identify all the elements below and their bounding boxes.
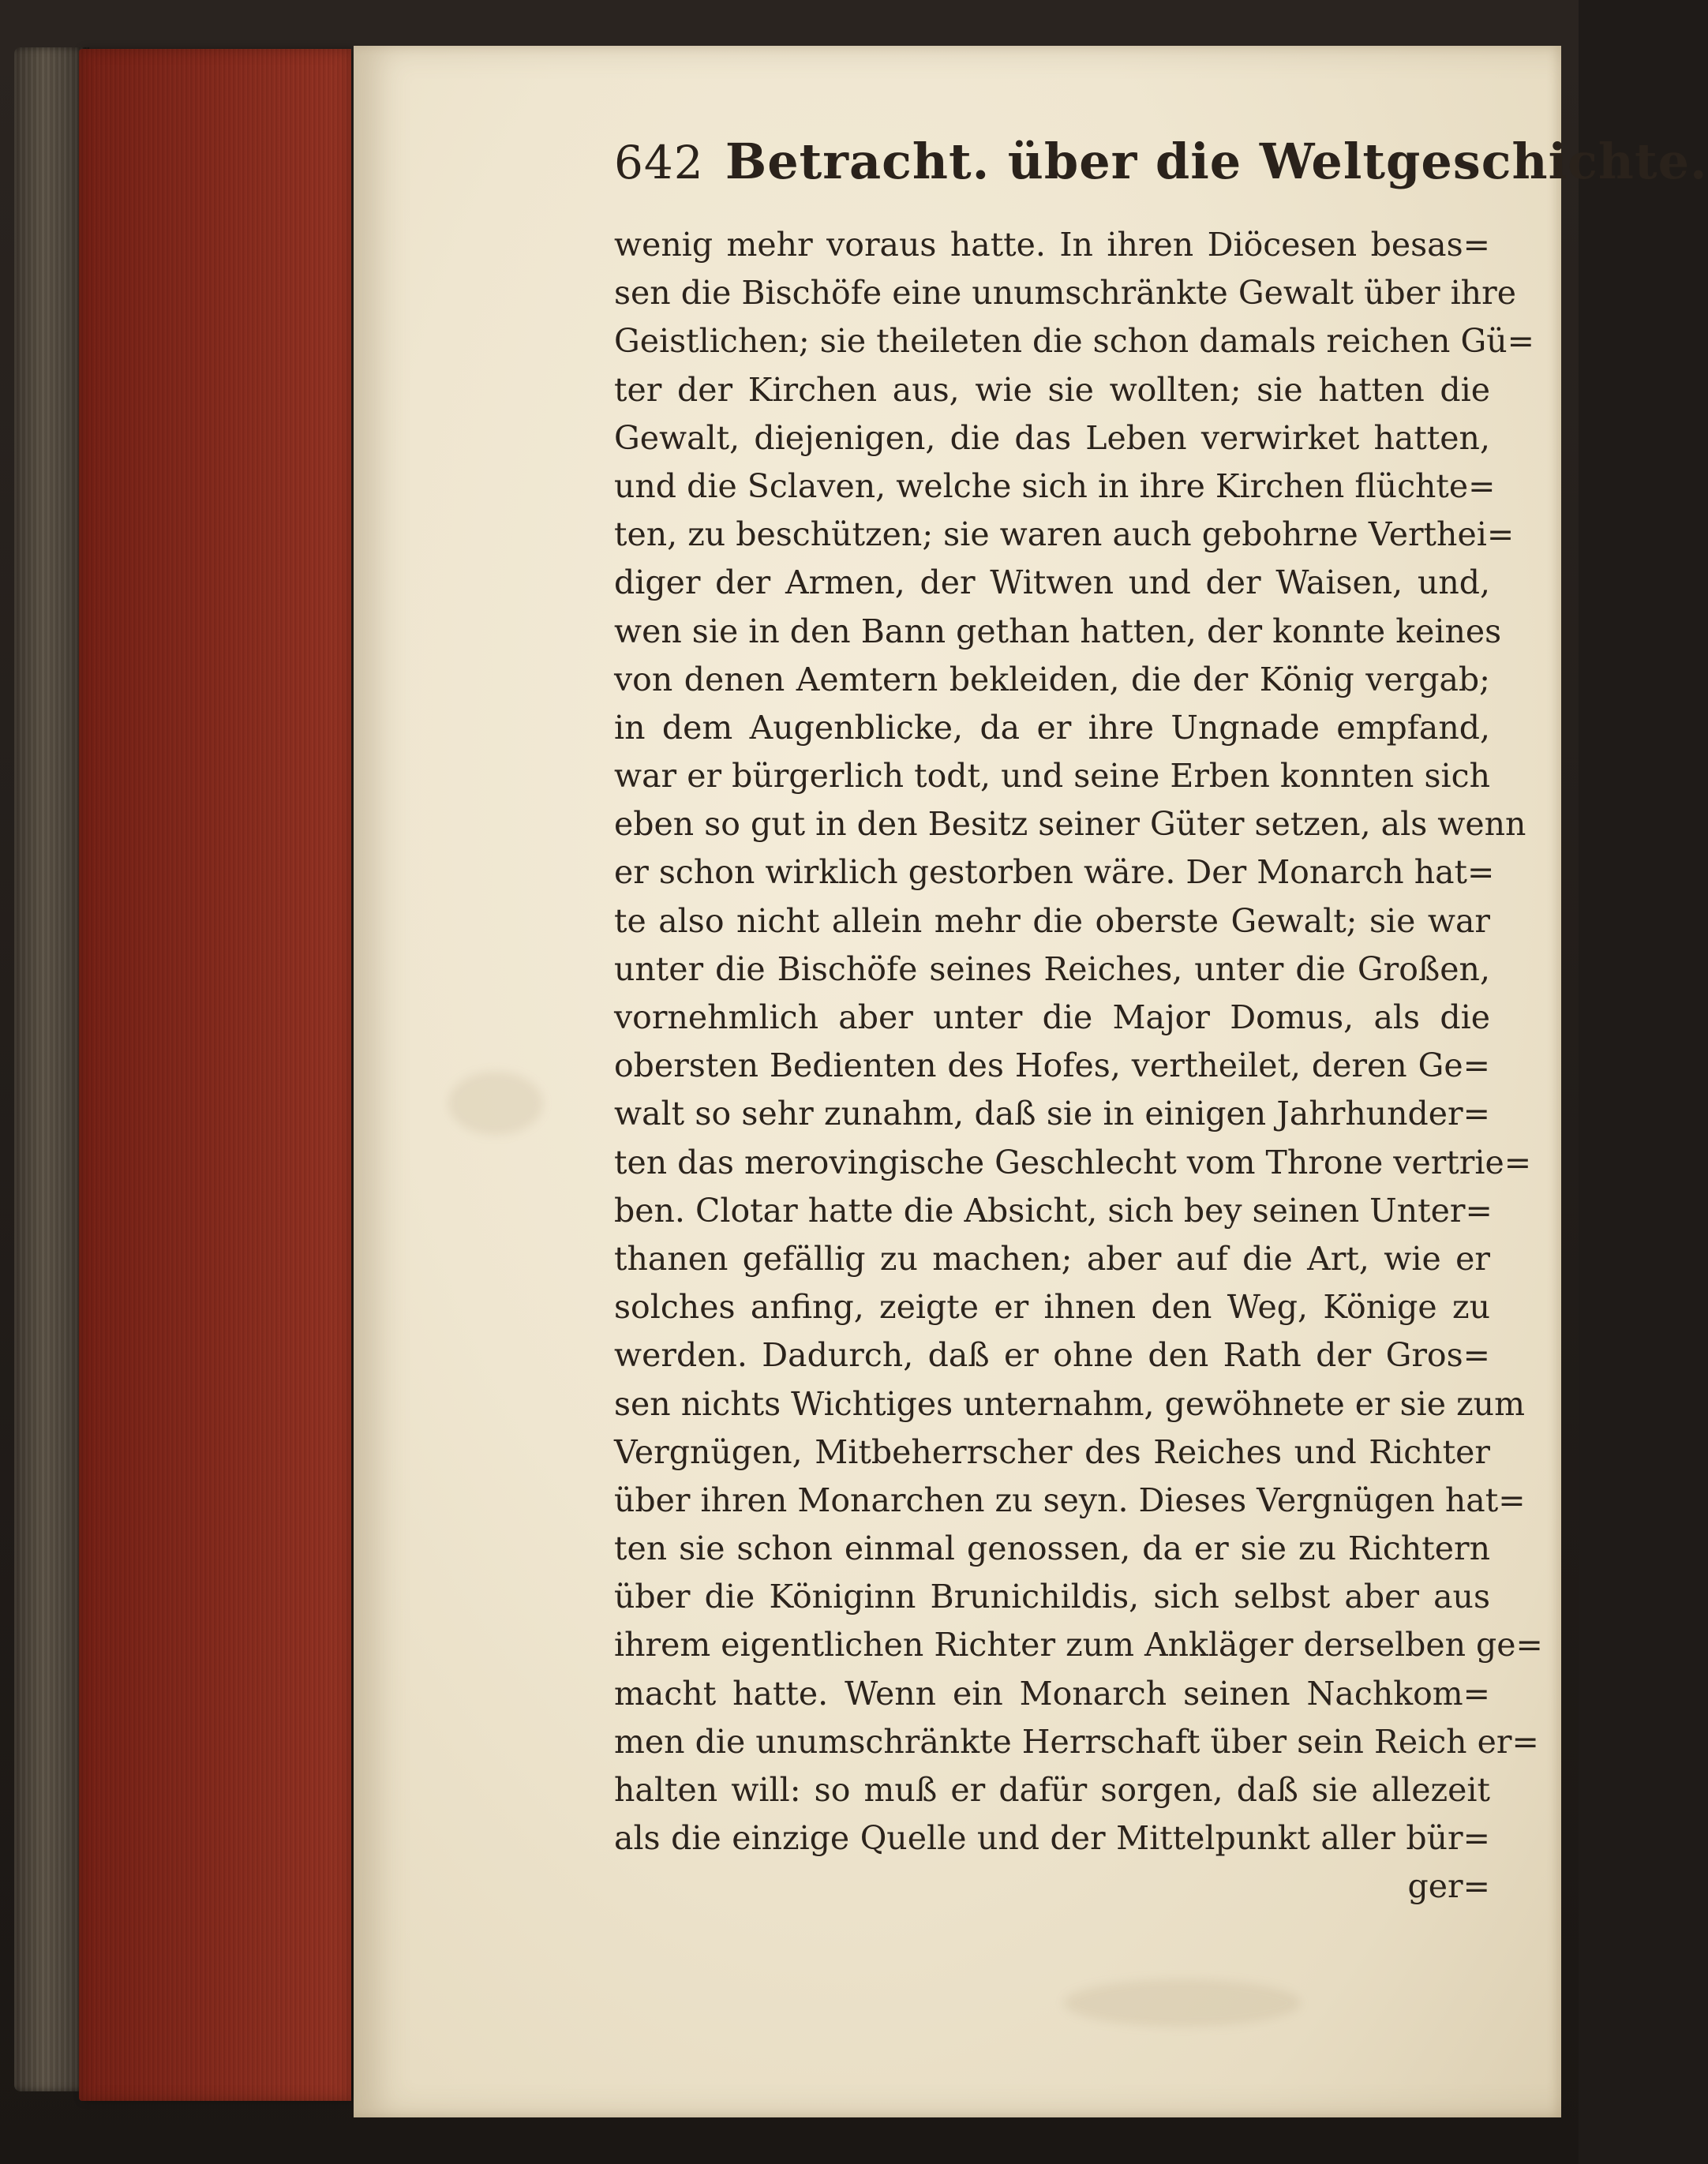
running-title: Betracht. über die Weltgeschichte.: [725, 133, 1708, 190]
text-line: ten, zu beschützen; sie waren auch gebohrne Verthei=: [614, 515, 1515, 554]
text-line: thanen gefällig zu machen; aber auf die Art, wie er: [614, 1239, 1490, 1278]
text-line: ihrem eigentlichen Richter zum Ankläger derselben ge=: [614, 1626, 1543, 1664]
body-text: [614, 221, 1543, 1911]
text-line: wen sie in den Bann gethan hatten, der konnte keines: [614, 612, 1502, 650]
book-cover: [14, 47, 89, 2091]
text-line: Vergnügen, Mitbeherrscher des Reiches und Richter: [614, 1432, 1490, 1471]
text-line: obersten Bedienten des Hofes, vertheilet, deren Ge=: [614, 1046, 1490, 1085]
page-edges: [79, 49, 351, 2101]
text-line: werden. Dadurch, daß er ohne den Rath der Gros=: [614, 1336, 1490, 1375]
catchword: ger=: [1407, 1867, 1490, 1906]
text-line: sen die Bischöfe eine unumschränkte Gewalt über ihre: [614, 274, 1516, 313]
text-line: Gewalt, diejenigen, die das Leben verwirket hatten,: [614, 418, 1490, 457]
paper-stain: [1064, 1979, 1301, 2027]
text-line: unter die Bischöfe seines Reiches, unter die Großen,: [614, 949, 1490, 988]
text-line: ten sie schon einmal genossen, da er sie zu Richtern: [614, 1529, 1490, 1568]
page-header: [614, 133, 1708, 212]
text-line: ben. Clotar hatte die Absicht, sich bey seinen Unter=: [614, 1191, 1493, 1230]
text-line: als die einzige Quelle und der Mittelpunkt aller bür=: [614, 1819, 1490, 1858]
text-line: te also nicht allein mehr die oberste Gewalt; sie war: [614, 901, 1490, 940]
text-line: Geistlichen; sie theileten die schon damals reichen Gü=: [614, 322, 1534, 361]
text-line: diger der Armen, der Witwen und der Waisen, und,: [614, 563, 1490, 602]
text-line: ten das merovingische Geschlecht vom Throne vertrie=: [614, 1143, 1532, 1181]
page-number: 642: [614, 136, 704, 189]
text-line: und die Sclaven, welche sich in ihre Kirchen flüchte=: [614, 466, 1496, 505]
paper-stain: [448, 1072, 543, 1135]
text-line: halten will: so muß er dafür sorgen, daß sie allezeit: [614, 1771, 1490, 1809]
text-line: war er bürgerlich todt, und seine Erben konnten sich: [614, 757, 1490, 796]
text-line: in dem Augenblicke, da er ihre Ungnade empfand,: [614, 708, 1490, 747]
text-line: über die Königinn Brunichildis, sich selbst aber aus: [614, 1578, 1490, 1616]
text-line: sen nichts Wichtiges unternahm, gewöhnete er sie zum: [614, 1384, 1525, 1423]
text-line: vornehmlich aber unter die Major Domus, als die: [614, 998, 1490, 1036]
text-line: eben so gut in den Besitz seiner Güter setzen, als wenn: [614, 805, 1526, 844]
text-line: wenig mehr voraus hatte. In ihren Diöcesen besas=: [614, 226, 1490, 264]
text-line: solches anfing, zeigte er ihnen den Weg, Könige zu: [614, 1288, 1490, 1327]
text-line: walt so sehr zunahm, daß sie in einigen Jahrhunder=: [614, 1095, 1490, 1133]
text-line: macht hatte. Wenn ein Monarch seinen Nachkom=: [614, 1674, 1490, 1713]
text-line: über ihren Monarchen zu seyn. Dieses Vergnügen hat=: [614, 1481, 1526, 1519]
text-line: ter der Kirchen aus, wie sie wollten; sie hatten die: [614, 370, 1490, 409]
book-page: [354, 46, 1708, 2117]
text-line: er schon wirklich gestorben wäre. Der Monarch hat=: [614, 853, 1495, 892]
text-line: men die unumschränkte Herrschaft über sein Reich er=: [614, 1722, 1539, 1761]
text-line: von denen Aemtern bekleiden, die der König vergab;: [614, 660, 1490, 698]
